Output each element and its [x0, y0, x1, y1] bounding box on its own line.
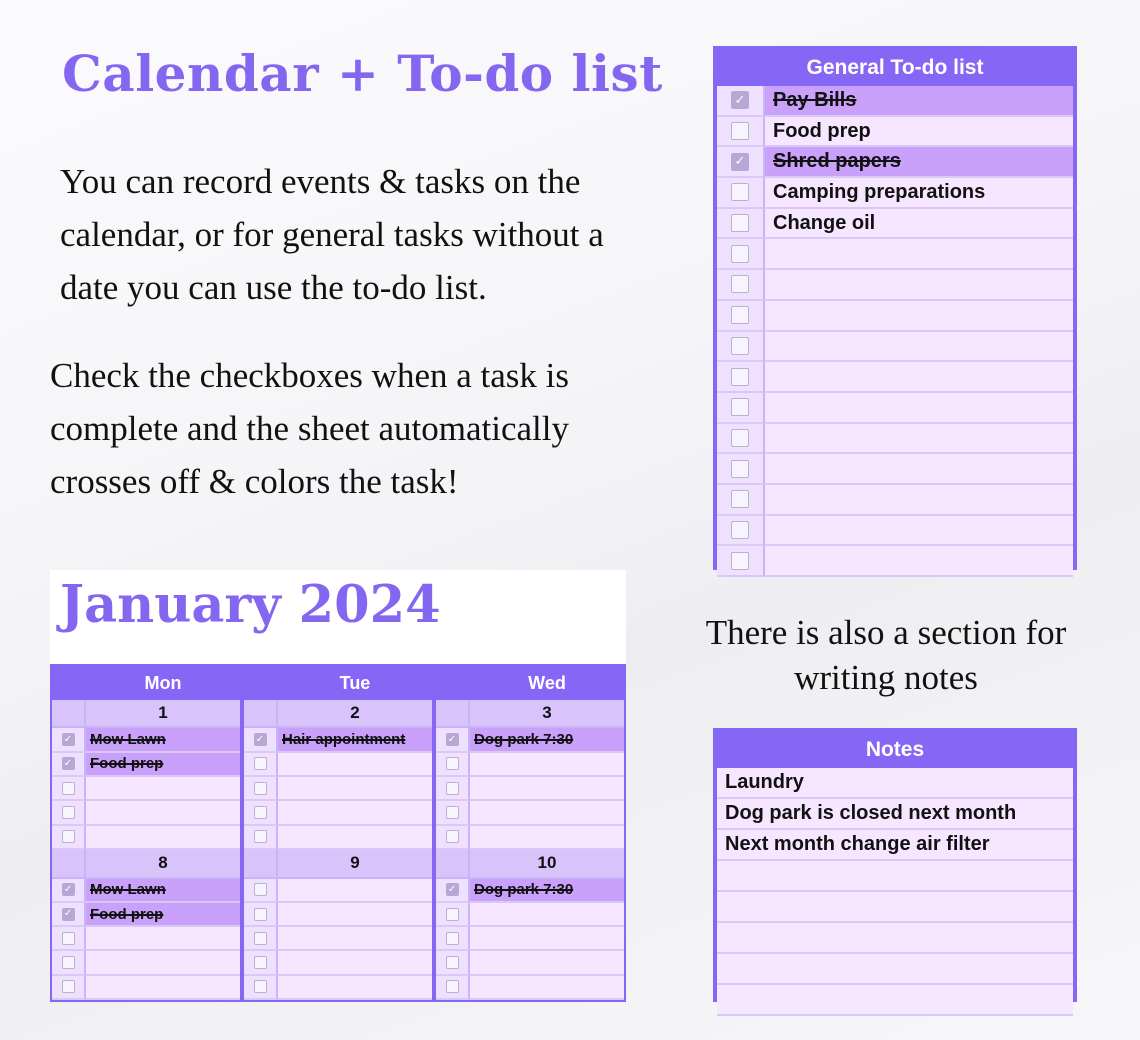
calendar-task-row [52, 753, 240, 777]
calendar-task-row [244, 879, 432, 903]
calendar-checkbox-cell [436, 753, 470, 777]
calendar-checkbox-cell [244, 753, 278, 777]
todo-checkbox-cell [717, 332, 765, 363]
date-row [52, 700, 240, 729]
notes-row [717, 954, 1073, 985]
notes-paragraph: There is also a section for writing notes [705, 613, 1067, 697]
todo-task-text[interactable]: Food prep [765, 117, 1073, 148]
calendar-day-column [436, 668, 624, 1000]
calendar-task-checkbox[interactable] [62, 806, 75, 819]
date-row [436, 850, 624, 879]
todo-checkbox-cell [717, 178, 765, 209]
calendar-task-text[interactable] [470, 826, 624, 850]
calendar-task-row [436, 777, 624, 801]
weekday-label: Wed [470, 668, 624, 700]
todo-row [717, 485, 1073, 516]
calendar-task-text[interactable]: Dog park 7:30 [470, 879, 624, 903]
calendar-checkbox-cell [436, 976, 470, 1000]
todo-row [717, 86, 1073, 117]
todo-list-sheet [713, 46, 1077, 570]
calendar-task-row [52, 951, 240, 975]
note-text[interactable] [717, 923, 1073, 954]
todo-task-text[interactable] [765, 424, 1073, 455]
todo-list-title: General To-do list [806, 56, 984, 79]
todo-checkbox[interactable] [731, 214, 749, 232]
calendar-task-row [244, 951, 432, 975]
todo-checkbox-cell [717, 362, 765, 393]
todo-checkbox-cell [717, 239, 765, 270]
calendar-task-text[interactable] [278, 927, 432, 951]
calendar-task-checkbox[interactable] [254, 908, 267, 921]
calendar-task-text[interactable] [278, 903, 432, 927]
calendar-task-text[interactable] [470, 927, 624, 951]
todo-checkbox[interactable] [731, 245, 749, 263]
date-number: 10 [470, 850, 624, 879]
calendar-day-column [244, 668, 432, 1000]
calendar-checkbox-cell [52, 728, 86, 752]
todo-task-text[interactable] [765, 239, 1073, 270]
weekday-label: Tue [278, 668, 432, 700]
todo-checkbox-cell [717, 424, 765, 455]
calendar-task-text[interactable]: Hair appointment [278, 728, 432, 752]
notes-row [717, 768, 1073, 799]
note-text[interactable]: Next month change air filter [717, 830, 1073, 861]
todo-checkbox[interactable] [731, 275, 749, 293]
weekday-header [52, 668, 240, 700]
note-text[interactable] [717, 861, 1073, 892]
intro-paragraph: You can record events & tasks on the calendar, or for general tasks without a date you can use the to-do list. [60, 162, 604, 307]
calendar-task-checkbox[interactable] [254, 830, 267, 843]
calendar-task-checkbox[interactable] [254, 782, 267, 795]
calendar-task-checkbox[interactable] [254, 980, 267, 993]
calendar-task-row [436, 903, 624, 927]
todo-checkbox-cell [717, 454, 765, 485]
notes-row [717, 923, 1073, 954]
todo-row [717, 332, 1073, 363]
todo-task-text[interactable] [765, 485, 1073, 516]
weekday-header [436, 668, 624, 700]
todo-checkbox-cell [717, 301, 765, 332]
notes-row [717, 892, 1073, 923]
todo-row [717, 424, 1073, 455]
calendar-task-text[interactable] [470, 753, 624, 777]
calendar-checkbox-cell [244, 976, 278, 1000]
note-text[interactable] [717, 892, 1073, 923]
calendar-checkbox-cell [436, 728, 470, 752]
calendar-task-checkbox[interactable] [62, 932, 75, 945]
calendar-task-text[interactable] [278, 879, 432, 903]
calendar-checkbox-cell [244, 951, 278, 975]
todo-task-text[interactable] [765, 362, 1073, 393]
calendar-checkbox-cell [244, 826, 278, 850]
calendar-task-text[interactable] [470, 801, 624, 825]
calendar-task-checkbox[interactable]: ✓ [62, 757, 75, 770]
todo-row [717, 301, 1073, 332]
todo-row [717, 546, 1073, 577]
calendar-task-row [436, 927, 624, 951]
calendar-checkbox-cell [436, 879, 470, 903]
todo-task-text[interactable] [765, 270, 1073, 301]
calendar-task-text[interactable] [86, 927, 240, 951]
calendar-task-text[interactable] [470, 951, 624, 975]
calendar-task-row [52, 777, 240, 801]
calendar-task-checkbox[interactable] [446, 830, 459, 843]
notes-row [717, 861, 1073, 892]
calendar-task-text[interactable]: Food prep [86, 903, 240, 927]
todo-row [717, 117, 1073, 148]
calendar-task-row [52, 801, 240, 825]
date-number: 3 [470, 700, 624, 729]
calendar-task-row [436, 879, 624, 903]
todo-row [717, 393, 1073, 424]
calendar-task-checkbox[interactable]: ✓ [62, 908, 75, 921]
calendar-task-row [436, 976, 624, 1000]
calendar-task-checkbox[interactable] [62, 830, 75, 843]
todo-row [717, 362, 1073, 393]
weekday-header [244, 668, 432, 700]
calendar-task-row [244, 728, 432, 752]
calendar-task-text[interactable] [86, 826, 240, 850]
calendar-task-text[interactable]: Dog park 7:30 [470, 728, 624, 752]
calendar-task-row [244, 753, 432, 777]
calendar-task-row [436, 801, 624, 825]
date-row [52, 850, 240, 879]
calendar-task-checkbox[interactable] [62, 956, 75, 969]
calendar-task-row [436, 951, 624, 975]
calendar-checkbox-cell [244, 879, 278, 903]
notes-row [717, 830, 1073, 861]
date-number: 1 [86, 700, 240, 729]
notes-row [717, 799, 1073, 830]
calendar-task-checkbox[interactable]: ✓ [62, 883, 75, 896]
todo-task-text[interactable] [765, 516, 1073, 547]
date-row-spacer [436, 700, 470, 729]
todo-checkbox[interactable] [731, 183, 749, 201]
calendar-checkbox-cell [436, 826, 470, 850]
calendar-task-text[interactable] [278, 976, 432, 1000]
calendar-task-text[interactable]: Mow Lawn [86, 728, 240, 752]
calendar-task-checkbox[interactable] [446, 782, 459, 795]
calendar-task-text[interactable]: Food prep [86, 753, 240, 777]
todo-checkbox[interactable] [731, 552, 749, 570]
calendar-task-checkbox[interactable] [446, 757, 459, 770]
calendar-task-checkbox[interactable] [62, 782, 75, 795]
calendar-task-text[interactable] [278, 801, 432, 825]
calendar-checkbox-cell [436, 927, 470, 951]
calendar-checkbox-cell [52, 903, 86, 927]
calendar-task-row [52, 903, 240, 927]
calendar-task-text[interactable] [278, 826, 432, 850]
calendar-task-text[interactable]: Mow Lawn [86, 879, 240, 903]
calendar-task-row [244, 826, 432, 850]
todo-row [717, 239, 1073, 270]
date-row [436, 700, 624, 729]
todo-checkbox[interactable]: ✓ [731, 91, 749, 109]
calendar-task-text[interactable] [86, 801, 240, 825]
calendar-task-checkbox[interactable]: ✓ [446, 733, 459, 746]
calendar-day-column [52, 668, 240, 1000]
calendar-checkbox-cell [52, 951, 86, 975]
todo-checkbox[interactable] [731, 521, 749, 539]
date-row [244, 700, 432, 729]
calendar-title: January 2024 [60, 575, 441, 635]
calendar-checkbox-cell [52, 801, 86, 825]
note-text[interactable] [717, 954, 1073, 985]
note-text[interactable]: Laundry [717, 768, 1073, 799]
todo-checkbox-cell [717, 209, 765, 240]
date-number: 9 [278, 850, 432, 879]
todo-checkbox[interactable] [731, 122, 749, 140]
date-row-spacer [436, 850, 470, 879]
weekday-header-spacer [436, 668, 470, 700]
todo-checkbox-cell [717, 147, 765, 178]
notes-sheet [713, 728, 1077, 1002]
calendar-task-row [436, 753, 624, 777]
calendar-checkbox-cell [52, 879, 86, 903]
calendar-task-checkbox[interactable] [446, 980, 459, 993]
calendar-task-text[interactable] [470, 777, 624, 801]
todo-row [717, 270, 1073, 301]
todo-checkbox[interactable] [731, 429, 749, 447]
calendar-checkbox-cell [436, 903, 470, 927]
calendar-task-checkbox[interactable] [254, 757, 267, 770]
todo-task-text[interactable] [765, 301, 1073, 332]
calendar-task-checkbox[interactable] [446, 908, 459, 921]
todo-checkbox[interactable] [731, 398, 749, 416]
todo-task-text[interactable]: Camping preparations [765, 178, 1073, 209]
todo-checkbox[interactable] [731, 368, 749, 386]
todo-task-text[interactable]: Change oil [765, 209, 1073, 240]
calendar-task-text[interactable] [278, 753, 432, 777]
todo-row [717, 147, 1073, 178]
calendar-task-row [244, 927, 432, 951]
calendar-grid [50, 664, 626, 1002]
note-text[interactable] [717, 985, 1073, 1016]
todo-checkbox-cell [717, 393, 765, 424]
calendar-checkbox-cell [436, 801, 470, 825]
note-text[interactable]: Dog park is closed next month [717, 799, 1073, 830]
todo-checkbox[interactable] [731, 490, 749, 508]
calendar-task-row [244, 903, 432, 927]
date-row-spacer [244, 700, 278, 729]
todo-checkbox-cell [717, 485, 765, 516]
calendar-task-text[interactable] [86, 777, 240, 801]
todo-row [717, 516, 1073, 547]
todo-checkbox[interactable] [731, 460, 749, 478]
calendar-task-text[interactable] [470, 976, 624, 1000]
checkbox-paragraph: Check the checkboxes when a task is complete and the sheet automatically crosses off & colors the task! [50, 356, 570, 501]
todo-checkbox[interactable] [731, 306, 749, 324]
calendar-task-checkbox[interactable] [254, 806, 267, 819]
calendar-task-checkbox[interactable]: ✓ [446, 883, 459, 896]
notes-title: Notes [865, 738, 925, 761]
calendar-checkbox-cell [244, 927, 278, 951]
calendar-task-row [244, 801, 432, 825]
todo-task-text[interactable] [765, 332, 1073, 363]
calendar-task-checkbox[interactable]: ✓ [62, 733, 75, 746]
calendar-task-row [52, 879, 240, 903]
calendar-checkbox-cell [436, 951, 470, 975]
calendar-checkbox-cell [52, 927, 86, 951]
calendar-checkbox-cell [244, 903, 278, 927]
weekday-header-spacer [52, 668, 86, 700]
calendar-task-text[interactable] [86, 951, 240, 975]
todo-checkbox-cell [717, 516, 765, 547]
date-number: 8 [86, 850, 240, 879]
calendar-task-checkbox[interactable] [254, 883, 267, 896]
calendar-task-text[interactable] [470, 903, 624, 927]
todo-rows [717, 86, 1073, 577]
calendar-checkbox-cell [52, 976, 86, 1000]
calendar-task-row [436, 826, 624, 850]
calendar-task-text[interactable] [278, 951, 432, 975]
todo-task-text[interactable] [765, 454, 1073, 485]
calendar-checkbox-cell [52, 826, 86, 850]
calendar-task-row [436, 728, 624, 752]
calendar-task-text[interactable] [86, 976, 240, 1000]
calendar-task-row [244, 777, 432, 801]
todo-checkbox[interactable] [731, 337, 749, 355]
todo-task-text[interactable]: Shred papers [765, 147, 1073, 178]
calendar-checkbox-cell [244, 777, 278, 801]
todo-task-text[interactable] [765, 393, 1073, 424]
calendar-task-row [52, 826, 240, 850]
calendar-task-row [244, 976, 432, 1000]
date-row-spacer [52, 850, 86, 879]
todo-row [717, 454, 1073, 485]
calendar-task-checkbox[interactable] [254, 932, 267, 945]
calendar-task-checkbox[interactable] [446, 932, 459, 945]
calendar-task-row [52, 728, 240, 752]
calendar-task-checkbox[interactable] [446, 956, 459, 969]
todo-checkbox-cell [717, 546, 765, 577]
todo-checkbox-cell [717, 270, 765, 301]
weekday-header-spacer [244, 668, 278, 700]
calendar-task-checkbox[interactable]: ✓ [254, 733, 267, 746]
calendar-checkbox-cell [52, 753, 86, 777]
notes-rows [717, 768, 1073, 1016]
calendar-checkbox-cell [436, 777, 470, 801]
date-number: 2 [278, 700, 432, 729]
calendar-task-checkbox[interactable] [62, 980, 75, 993]
page-heading: Calendar + To-do list [62, 44, 663, 103]
calendar-task-text[interactable] [278, 777, 432, 801]
calendar-task-checkbox[interactable] [254, 956, 267, 969]
todo-checkbox-cell [717, 117, 765, 148]
todo-row [717, 178, 1073, 209]
notes-row [717, 985, 1073, 1016]
todo-row [717, 209, 1073, 240]
date-row-spacer [244, 850, 278, 879]
date-row [244, 850, 432, 879]
calendar-task-row [52, 976, 240, 1000]
todo-checkbox[interactable]: ✓ [731, 153, 749, 171]
weekday-label: Mon [86, 668, 240, 700]
calendar-checkbox-cell [244, 728, 278, 752]
todo-checkbox-cell [717, 86, 765, 117]
date-row-spacer [52, 700, 86, 729]
todo-task-text[interactable]: Pay Bills [765, 86, 1073, 117]
calendar-checkbox-cell [244, 801, 278, 825]
calendar-task-checkbox[interactable] [446, 806, 459, 819]
todo-task-text[interactable] [765, 546, 1073, 577]
calendar-task-row [52, 927, 240, 951]
calendar-checkbox-cell [52, 777, 86, 801]
